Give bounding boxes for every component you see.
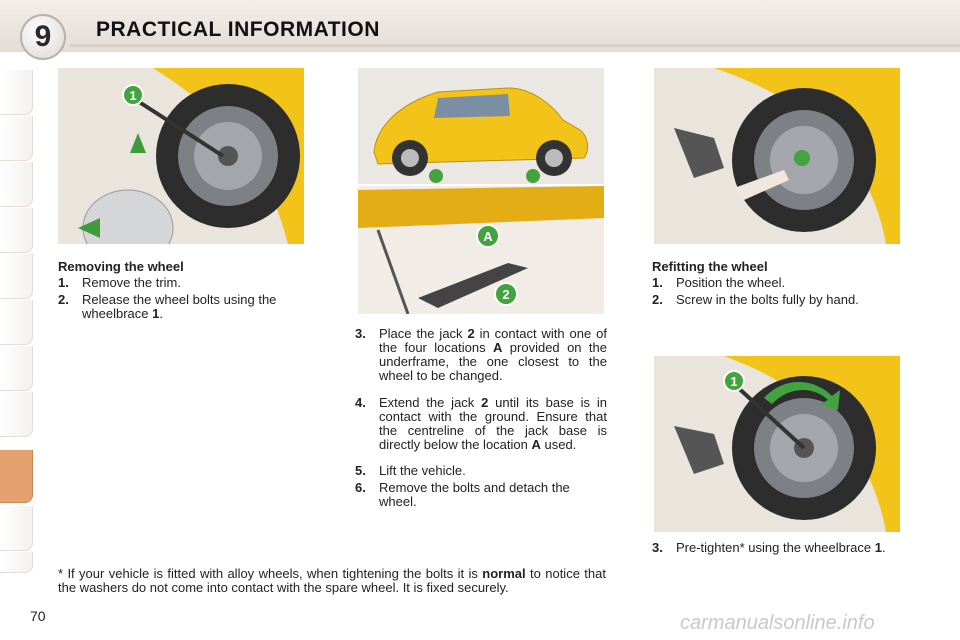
chapter-tab[interactable]	[0, 392, 33, 437]
list-item: 6. Remove the bolts and detach the wheel.	[355, 480, 570, 509]
page-number: 70	[30, 608, 46, 624]
illustration-jack-points	[358, 68, 604, 314]
list-item: 3. Place the jack 2 in contact with one of the four locations A provided on the underframe, the one closest to the wheel to be changed.	[355, 326, 608, 383]
chapter-tab[interactable]	[0, 346, 33, 391]
chapter-tab[interactable]	[0, 254, 33, 299]
list-item: 4. Extend the jack 2 until its base is in contact with the ground. Ensure that the centreline of the jack base is directly below the location A used.	[355, 395, 607, 452]
chapter-number-badge: 9	[20, 14, 66, 60]
list-item: 2. Release the wheel bolts using the wheelbrace 1.	[58, 292, 277, 321]
chapter-tab[interactable]	[0, 70, 33, 115]
watermark: carmanualsonline.info	[680, 612, 875, 634]
chapter-tab[interactable]	[0, 116, 33, 161]
footnote: * If your vehicle is fitted with alloy wheels, when tightening the bolts it is normal to notice that the washers do not come into contact with the spare wheel. It is fixed securely.	[58, 566, 606, 595]
chapter-tab[interactable]	[0, 208, 33, 253]
chapter-tab-active[interactable]	[0, 450, 33, 503]
illustration-remove-wheel	[58, 68, 304, 244]
callout-2-label: 2	[502, 287, 510, 302]
chapter-tab[interactable]	[0, 552, 33, 573]
chapter-tab[interactable]	[0, 300, 33, 345]
illustration-pretighten-wheel	[654, 356, 900, 532]
chapter-tab[interactable]	[0, 162, 33, 207]
section-heading-removing: Removing the wheel	[58, 259, 184, 274]
section-heading-refitting: Refitting the wheel	[652, 259, 768, 274]
list-item: 5. Lift the vehicle.	[355, 463, 466, 478]
list-item: 1. Remove the trim.	[58, 275, 181, 290]
list-item: 1. Position the wheel.	[652, 275, 786, 290]
list-item: 2. Screw in the bolts fully by hand.	[652, 292, 859, 307]
page-title: PRACTICAL INFORMATION	[96, 18, 380, 41]
callout-1-label: 1	[129, 88, 137, 103]
illustration-refit-wheel	[654, 68, 900, 244]
callout-1-label: 1	[730, 374, 738, 389]
callout-a-label: A	[483, 229, 493, 244]
chapter-tab[interactable]	[0, 506, 33, 551]
header-rule	[70, 44, 960, 47]
list-item: 3. Pre-tighten* using the wheelbrace 1.	[652, 540, 886, 555]
